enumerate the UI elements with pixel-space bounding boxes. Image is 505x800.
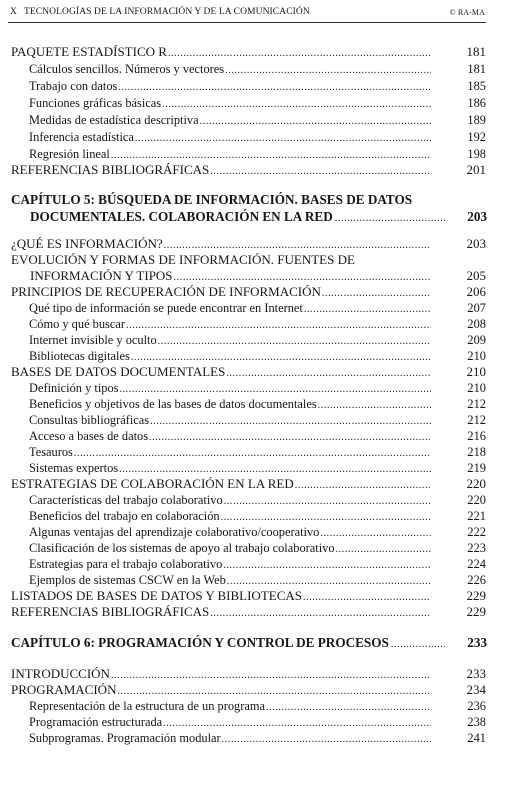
leader-dots <box>118 78 431 96</box>
toc-entry-title: Medidas de estadística descriptiva <box>29 113 199 127</box>
toc-entry <box>0 682 505 698</box>
chapter-page: 203 <box>467 209 487 224</box>
toc-entry-page: 186 <box>467 96 486 110</box>
toc-entry-page: 229 <box>466 588 486 603</box>
toc-subentry <box>0 380 505 396</box>
header-rule <box>8 22 486 23</box>
toc-entry <box>0 284 505 300</box>
toc-entry-page: 221 <box>467 509 486 523</box>
leader-dots <box>200 112 431 130</box>
toc-entry-title: Inferencia estadística <box>29 130 134 144</box>
header-book-title: TECNOLOGÍAS DE LA INFORMACIÓN Y DE LA COMUNICACIÓN <box>23 7 310 17</box>
toc-entry-page: 226 <box>467 573 486 587</box>
toc-entry-title: Estrategias para el trabajo colaborativo <box>29 557 223 571</box>
toc-subentry <box>0 730 505 746</box>
toc-entry-title: Cálculos sencillos. Números y vectores <box>29 62 225 76</box>
toc-entry-page: 216 <box>467 429 486 443</box>
toc-entry <box>0 666 505 682</box>
toc-subentry <box>0 61 505 77</box>
leader-dots <box>168 44 431 62</box>
toc-subentry <box>0 316 505 332</box>
header-page-number: X <box>10 7 17 17</box>
toc-subentry <box>0 714 505 730</box>
toc-entry-page: 210 <box>467 381 486 395</box>
toc-entry <box>0 162 505 178</box>
toc-entry-title: Acceso a bases de datos <box>29 429 149 443</box>
toc-entry-title: BASES DE DATOS DOCUMENTALES <box>11 364 226 379</box>
toc-entry-page: 198 <box>467 147 486 161</box>
toc-entry-title: Programación estructurada <box>29 715 163 729</box>
toc-entry-page: 241 <box>467 731 486 745</box>
toc-subentry <box>0 396 505 412</box>
toc-subentry <box>0 146 505 162</box>
toc-entry-page: 206 <box>466 284 486 299</box>
toc-entry <box>0 236 505 252</box>
chapter-page: 233 <box>467 635 487 650</box>
toc-entry-title: Ejemplos de sistemas CSCW en la Web <box>29 573 226 587</box>
toc-subentry <box>0 412 505 428</box>
toc-entry-page: 238 <box>467 715 486 729</box>
toc-entry <box>0 44 505 60</box>
toc-entry-title: Sistemas expertos <box>29 461 119 475</box>
toc-entry-title: Cómo y qué buscar <box>29 317 126 331</box>
toc-entry-page: 207 <box>467 301 486 315</box>
toc-subentry <box>0 332 505 348</box>
toc-entry-title: Regresión lineal <box>29 147 110 161</box>
toc-entry-page: 233 <box>466 666 486 681</box>
toc-entry-title: Qué tipo de información se puede encontrar en Internet <box>29 301 303 315</box>
toc-entry-page: 224 <box>467 557 486 571</box>
toc-entry-page: 203 <box>466 236 486 251</box>
toc-entry-title: Representación de la estructura de un programa <box>29 699 266 713</box>
toc-entry-page: 229 <box>466 604 486 619</box>
toc-entry-page: 181 <box>467 62 486 76</box>
toc-entry-title: Características del trabajo colaborativo <box>29 493 223 507</box>
toc-entry <box>0 588 505 604</box>
leader-dots <box>391 634 445 653</box>
toc-entry-title-line2: INFORMACIÓN Y TIPOS <box>30 268 173 283</box>
toc-entry-page: 181 <box>466 44 486 59</box>
toc-entry <box>0 252 505 284</box>
toc-subentry <box>0 348 505 364</box>
toc-entry-title: PRINCIPIOS DE RECUPERACIÓN DE INFORMACIÓN <box>11 284 321 299</box>
toc-entry-title: Definición y tipos <box>29 381 119 395</box>
toc-entry-page: 236 <box>467 699 486 713</box>
leader-dots <box>225 61 431 79</box>
toc-entry-page: 208 <box>467 317 486 331</box>
toc-subentry <box>0 444 505 460</box>
chapter-title-line2: DOCUMENTALES. COLABORACIÓN EN LA RED <box>30 209 333 224</box>
toc-subentry <box>0 540 505 556</box>
toc-entry-page: 185 <box>467 79 486 93</box>
toc-entry-page: 205 <box>466 268 486 283</box>
toc-subentry <box>0 112 505 128</box>
toc-subentry <box>0 460 505 476</box>
toc-entry-title: Internet invisible y oculto <box>29 333 157 347</box>
toc-entry-page: 209 <box>467 333 486 347</box>
toc-entry-page: 218 <box>467 445 486 459</box>
toc-entry-page: 192 <box>467 130 486 144</box>
toc-entry-page: 234 <box>466 682 486 697</box>
toc-entry-title: Funciones gráficas básicas <box>29 96 162 110</box>
toc-entry-page: 222 <box>467 525 486 539</box>
toc-subentry <box>0 556 505 572</box>
toc-entry-title: Beneficios y objetivos de las bases de datos documentales <box>29 397 317 411</box>
toc-subentry <box>0 428 505 444</box>
toc-subentry <box>0 698 505 714</box>
toc-entry-page: 220 <box>467 493 486 507</box>
leader-dots <box>335 208 445 227</box>
leader-dots <box>162 95 431 113</box>
toc-entry-title: Clasificación de los sistemas de apoyo al trabajo colaborativo <box>29 541 335 555</box>
chapter-heading <box>11 634 495 652</box>
leader-dots <box>210 604 431 622</box>
toc-entry-page: 210 <box>467 349 486 363</box>
toc-entry-title-line1: EVOLUCIÓN Y FORMAS DE INFORMACIÓN. FUENTES DE <box>11 252 355 267</box>
toc-entry <box>0 604 505 620</box>
toc-subentry <box>0 524 505 540</box>
toc-subentry <box>0 129 505 145</box>
leader-dots <box>222 730 431 748</box>
toc-entry-page: 220 <box>466 476 486 491</box>
toc-entry-title: LISTADOS DE BASES DE DATOS Y BIBLIOTECAS <box>11 588 302 603</box>
toc-entry-page: 201 <box>466 162 486 177</box>
toc-entry-page: 223 <box>467 541 486 555</box>
running-head-left <box>10 7 310 17</box>
toc-subentry <box>0 492 505 508</box>
toc-entry-page: 210 <box>466 364 486 379</box>
chapter-title: CAPÍTULO 6: PROGRAMACIÓN Y CONTROL DE PROCESOS <box>11 635 389 650</box>
toc-entry <box>0 364 505 380</box>
leader-dots <box>210 162 431 180</box>
toc-entry-title: REFERENCIAS BIBLIOGRÁFICAS <box>11 162 210 177</box>
toc-entry-title: Subprogramas. Programación modular <box>29 731 221 745</box>
toc-subentry <box>0 508 505 524</box>
toc-entry-title: ESTRATEGIAS DE COLABORACIÓN EN LA RED <box>11 476 294 491</box>
toc-entry-page: 212 <box>467 397 486 411</box>
leader-dots <box>135 129 431 147</box>
toc-entry-title: INTRODUCCIÓN <box>11 666 110 681</box>
toc-entry-title: REFERENCIAS BIBLIOGRÁFICAS <box>11 604 210 619</box>
toc-entry-title: Bibliotecas digitales <box>29 349 130 363</box>
toc-entry <box>0 476 505 492</box>
toc-subentry <box>0 78 505 94</box>
toc-entry-page: 189 <box>467 113 486 127</box>
toc-subentry <box>0 95 505 111</box>
running-head <box>10 7 485 21</box>
toc-entry-title: Tesauros <box>29 445 73 459</box>
toc-entry-title: Beneficios del trabajo en colaboración <box>29 509 220 523</box>
chapter-heading <box>11 191 495 227</box>
toc-entry-page: 219 <box>467 461 486 475</box>
toc-entry-title: ¿QUÉ ES INFORMACIÓN? <box>11 236 163 251</box>
toc-entry-title: Trabajo con datos <box>29 79 118 93</box>
toc-entry-title: Algunas ventajas del aprendizaje colaborativo/cooperativo <box>29 525 320 539</box>
toc-subentry <box>0 572 505 588</box>
toc-entry-title: PROGRAMACIÓN <box>11 682 117 697</box>
toc-entry-title: PAQUETE ESTADÍSTICO R <box>11 44 167 59</box>
toc-subentry <box>0 300 505 316</box>
header-publisher: © RA-MA <box>449 8 485 17</box>
toc-entry-page: 212 <box>467 413 486 427</box>
chapter-title-line1: CAPÍTULO 5: BÚSQUEDA DE INFORMACIÓN. BASES DE DATOS <box>11 192 413 207</box>
toc-entry-title: Consultas bibliográficas <box>29 413 150 427</box>
